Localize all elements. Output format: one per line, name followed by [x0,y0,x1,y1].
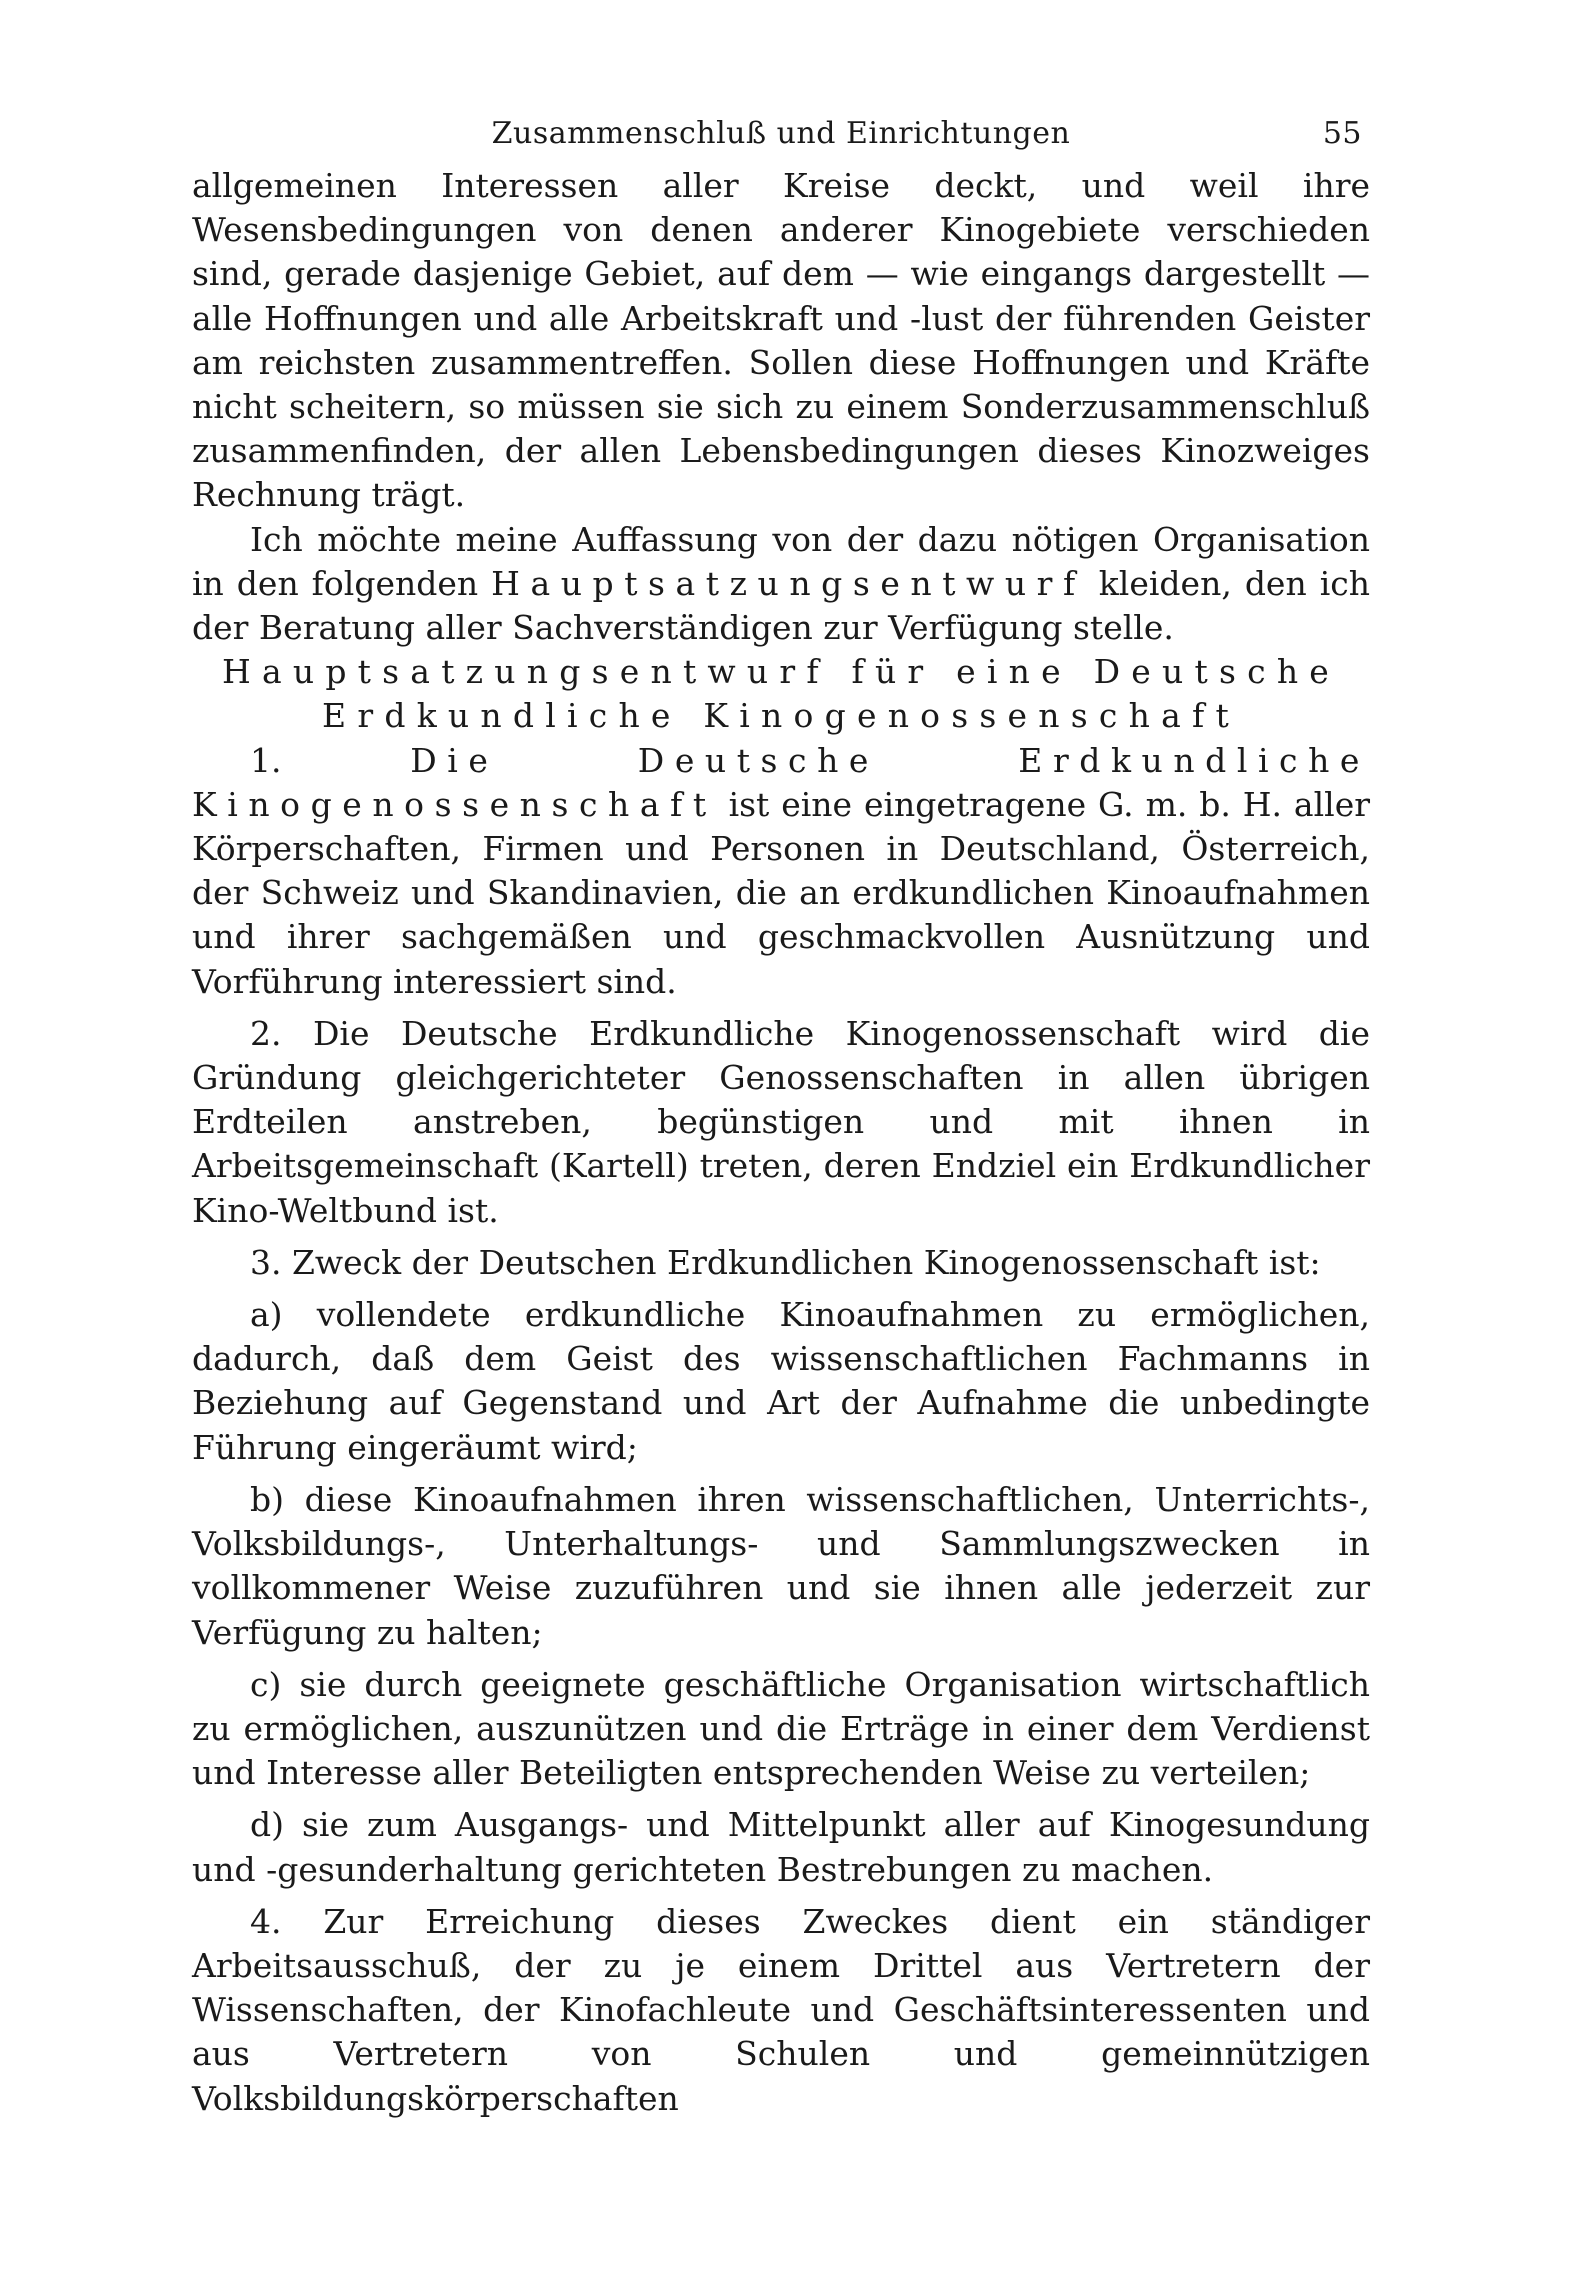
item-3c: c) sie durch geeignete geschäftliche Organisation wirtschaftlich zu ermöglichen, auszunützen und die Erträge in einer dem Verdienst und Interesse aller Beteiligten entsprechenden Weise zu verteilen; [192,1664,1370,1793]
paragraph-1: allgemeinen Interessen aller Kreise deckt, und weil ihre Wesensbedingungen von denen anderer Kinogebiete verschieden sind, gerade dasjenige Gebiet, auf dem — wie eingangs dargestellt — alle Hoffnungen und alle Arbeitskraft und -lust der führenden Geister am reichsten zusammentreffen. Sollen diese Hoffnungen und Kräfte nicht scheitern, so müssen sie sich zu einem Sonderzusammenschluß zusammenfinden, der allen Lebensbedingungen dieses Kinozweiges Rechnung trägt. [192,166,1370,515]
item-1-number: 1. [250,740,282,780]
item-1-spaced-name: Die Deutsche Erdkundliche Kinogenossenschaft [192,740,1370,824]
item-3: 3. Zweck der Deutschen Erdkundlichen Kinogenossenschaft ist: [250,1242,1321,1282]
section-heading: Hauptsatzungsentwurf für eine Deutsche Erdkundliche Kinogenossenschaft [221,652,1341,736]
item-3d: d) sie zum Ausgangs- und Mittelpunkt aller auf Kinogesundung und -gesunderhaltung gerichteten Bestrebungen zu machen. [192,1805,1370,1889]
item-2: 2. Die Deutsche Erdkundliche Kinogenossenschaft wird die Gründung gleichgerichteter Genossenschaften in allen übrigen Erdteilen anstreben, begünstigen und mit ihnen in Arbeitsgemeinschaft (Kartell) treten, deren Endziel ein Erdkundlicher Kino-Weltbund ist. [192,1013,1370,1230]
running-head [192,108,1370,164]
item-3a: a) vollendete erdkundliche Kinoaufnahmen zu ermöglichen, dadurch, daß dem Geist des wissenschaftlichen Fachmanns in Beziehung auf Gegenstand und Art der Aufnahme die unbedingte Führung eingeräumt wird; [192,1295,1370,1467]
paragraph-2-spaced-term: Hauptsatzungsentwurf [491,563,1086,603]
item-1-text: ist eine eingetragene G. m. b. H. aller Körperschaften, Firmen und Personen in Deutschland, Österreich, der Schweiz und Skandinavien, die an erdkundlichen Kinoaufnahmen und ihrer sachgemäßen und geschmackvollen Ausnützung und Vorführung interessiert sind. [192,784,1371,1001]
item-1 [192,739,1370,1004]
item-4: 4. Zur Erreichung dieses Zweckes dient ein ständiger Arbeitsausschuß, der zu je einem Drittel aus Vertretern der Wissenschaften, der Kinofachleute und Geschäftsinteressenten und aus Vertretern von Schulen und gemeinnützigen Volksbildungskörperschaften [192,1901,1370,2118]
body-text [192,164,1370,2121]
paragraph-2 [192,518,1370,651]
item-3b: b) diese Kinoaufnahmen ihren wissenschaftlichen, Unterrichts-, Volksbildungs-, Unterhaltungs- und Sammlungszwecken in vollkommener Weise zuzuführen und sie ihnen alle jederzeit zur Verfügung zu halten; [192,1479,1370,1652]
paragraph-2-text-b: kleiden, den ich der Beratung aller Sachverständigen zur Verfügung stelle. [192,563,1370,648]
running-title: Zusammenschluß und Einrichtungen [491,116,1071,151]
paragraph-2-text-a: Ich möchte meine Auffassung von der dazu nötigen Organisation in den folgenden [192,519,1370,603]
book-page [192,108,1370,2228]
page-number: 55 [1322,116,1362,151]
